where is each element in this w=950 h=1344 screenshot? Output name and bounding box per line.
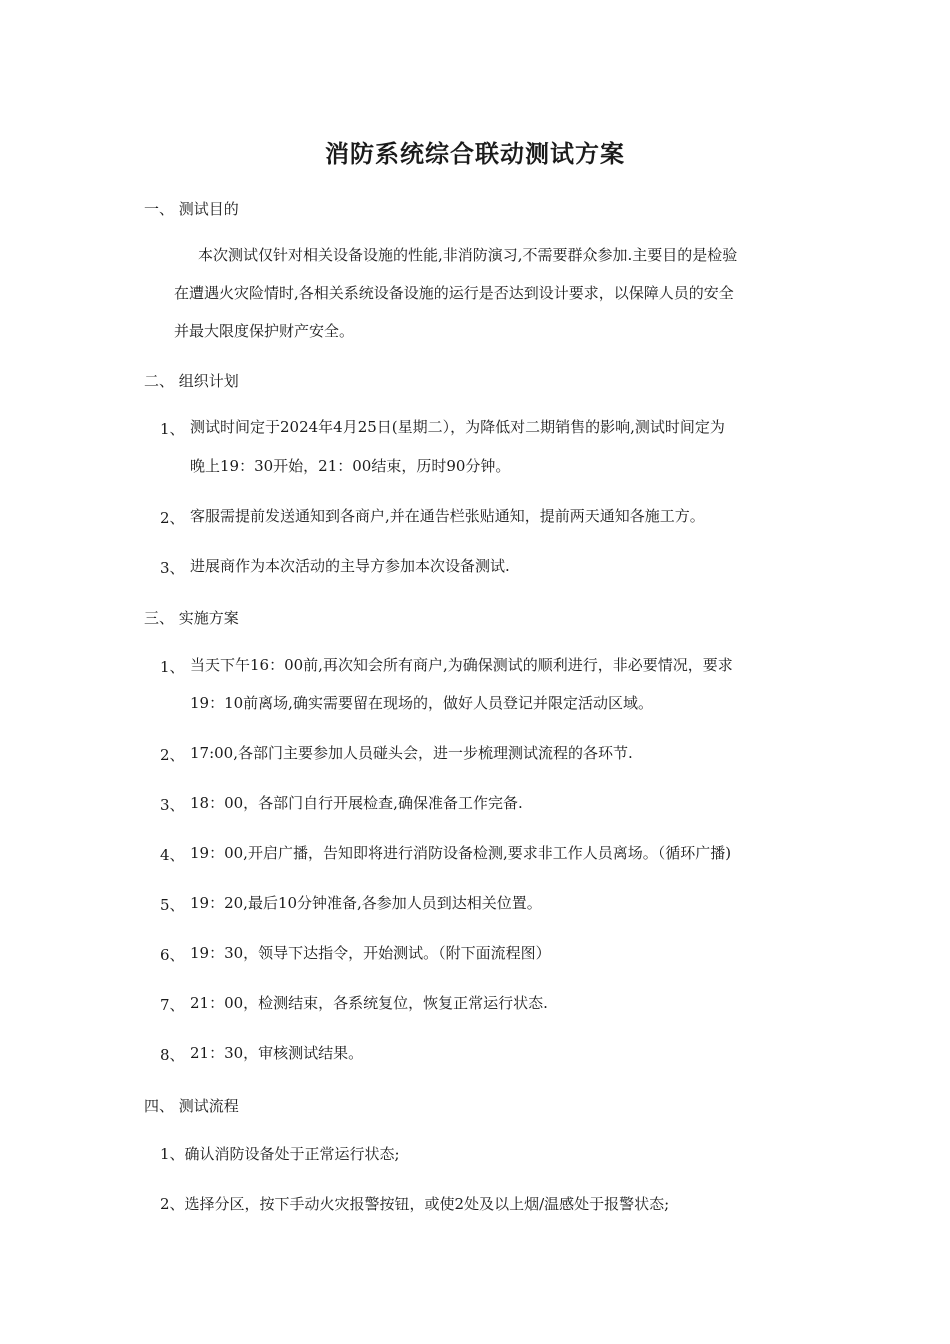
list-item-text: 晚上19：30开始，21：00结束，历时90分钟。	[190, 457, 511, 475]
list-number: 1、	[160, 658, 185, 676]
list-item-text: 当天下午16：00前,再次知会所有商户,为确保测试的顺利进行，非必要情况，要求	[190, 656, 733, 674]
list-item-text: 测试时间定于2024年4月25日(星期二），为降低对二期销售的影响,测试时间定为	[190, 418, 725, 436]
paragraph-line: 并最大限度保护财产安全。	[174, 322, 355, 340]
list-number: 1、	[160, 420, 185, 438]
section-heading-implementation: 三、 实施方案	[144, 609, 239, 627]
list-number: 2、	[160, 509, 185, 527]
list-item-text: 客服需提前发送通知到各商户,并在通告栏张贴通知，提前两天通知各施工方。	[190, 507, 705, 525]
list-item-text: 19：00,开启广播，告知即将进行消防设备检测,要求非工作人员离场。（循环广播)	[190, 844, 732, 862]
list-item-text: 21：00，检测结束，各系统复位，恢复正常运行状态.	[190, 994, 548, 1012]
list-item-text: 18：00，各部门自行开展检查,确保准备工作完备.	[190, 794, 523, 812]
list-item-text: 19：10前离场,确实需要留在现场的，做好人员登记并限定活动区域。	[190, 694, 653, 712]
list-number: 7、	[160, 996, 185, 1014]
list-number: 4、	[160, 846, 185, 864]
section-heading-purpose: 一、 测试目的	[144, 200, 239, 218]
list-number: 6、	[160, 946, 185, 964]
document-title: 消防系统综合联动测试方案	[325, 140, 625, 168]
list-item-text: 19：20,最后10分钟准备,各参加人员到达相关位置。	[190, 894, 542, 912]
list-number: 3、	[160, 796, 185, 814]
list-number: 5、	[160, 896, 185, 914]
section-heading-test-flow: 四、 测试流程	[144, 1097, 239, 1115]
list-number: 3、	[160, 559, 185, 577]
flow-step: 2、选择分区，按下手动火灾报警按钮，或使2处及以上烟/温感处于报警状态;	[160, 1195, 670, 1213]
list-item-text: 19：30，领导下达指令，开始测试。（附下面流程图）	[190, 944, 551, 962]
flow-step: 1、确认消防设备处于正常运行状态;	[160, 1145, 400, 1163]
paragraph-line: 在遭遇火灾险情时,各相关系统设备设施的运行是否达到设计要求，以保障人员的安全	[174, 284, 734, 302]
section-heading-organization: 二、 组织计划	[144, 372, 239, 390]
list-number: 2、	[160, 746, 185, 764]
list-item-text: 17:00,各部门主要参加人员碰头会，进一步梳理测试流程的各环节.	[190, 744, 633, 762]
list-item-text: 21：30，审核测试结果。	[190, 1044, 364, 1062]
paragraph-line: 本次测试仅针对相关设备设施的性能,非消防演习,不需要群众参加.主要目的是检验	[198, 246, 738, 264]
list-item-text: 进展商作为本次活动的主导方参加本次设备测试.	[190, 557, 510, 575]
list-number: 8、	[160, 1046, 185, 1064]
